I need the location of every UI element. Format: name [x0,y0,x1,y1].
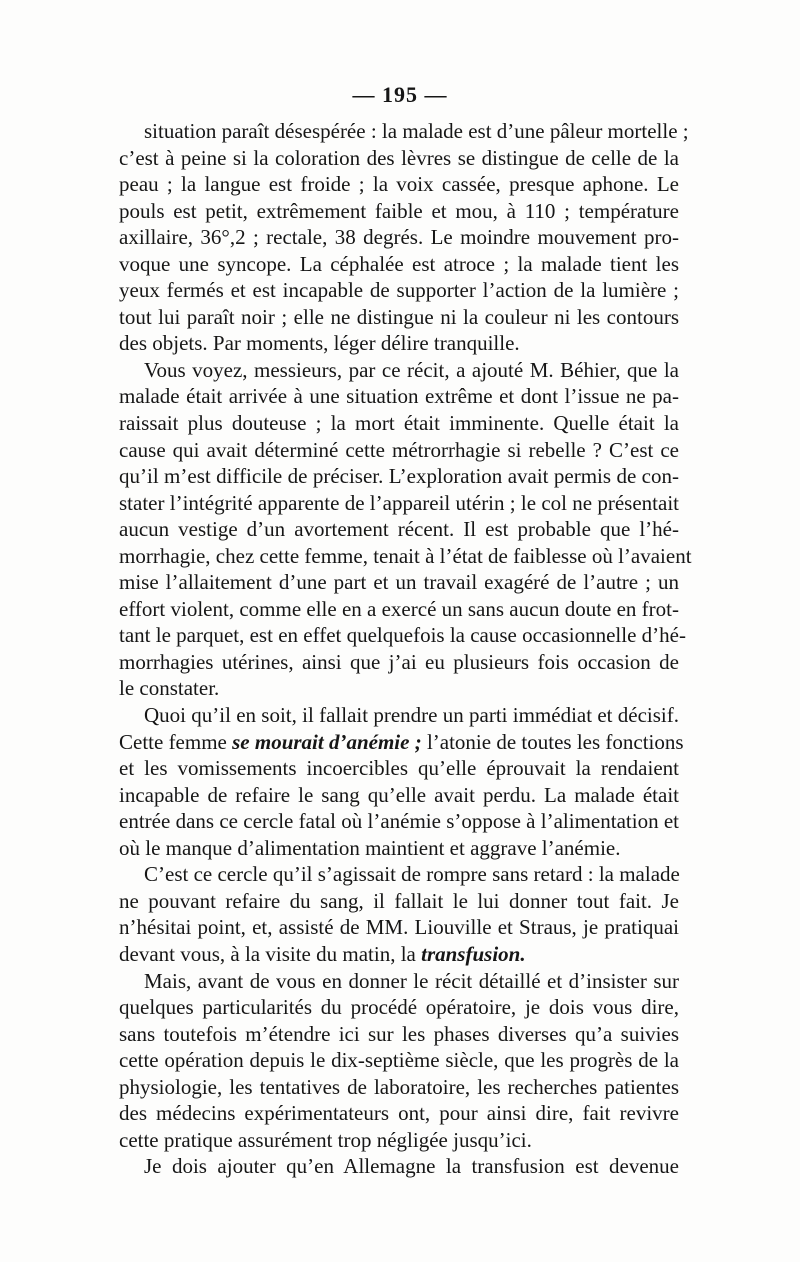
text-line: n’hésitai point, et, assisté de MM. Liouville et Straus, je pratiquai [119,915,679,940]
text-line: tout lui paraît noir ; elle ne distingue ni la couleur ni les contours [119,304,679,329]
text-line: incapable de refaire le sang qu’elle avait perdu. La malade était [119,782,679,807]
text-line: qu’il m’est difficile de préciser. L’exploration avait permis de con- [119,464,679,489]
text-line: cause qui avait déterminé cette métrorrhagie si rebelle ? C’est ce [119,437,679,462]
text-line: physiologie, les tentatives de laboratoire, les recherches patientes [119,1074,679,1099]
text-line: sans toutefois m’étendre ici sur les phases diverses qu’a suivies [119,1021,679,1046]
text-line: quelques particularités du procédé opératoire, je dois vous dire, [119,995,679,1020]
text-line: Vous voyez, messieurs, par ce récit, a ajouté M. Béhier, que la [144,357,679,382]
text-line: axillaire, 36°,2 ; rectale, 38 degrés. Le moindre mouvement pro- [119,225,679,250]
text-line: effort violent, comme elle en a exercé un sans aucun doute en frot- [119,596,679,621]
text-line: mise l’allaitement d’une part et un travail exagéré de l’autre ; un [119,570,679,595]
text-line: le constater. [119,676,220,701]
text-line: C’est ce cercle qu’il s’agissait de rompre sans retard : la malade [144,862,680,887]
text-line: peau ; la langue est froide ; la voix cassée, presque aphone. Le [119,172,679,197]
text-line: Cette femme se mourait d’anémie ; l’atonie de toutes les fonctions [119,729,684,754]
text-line: devant vous, à la visite du matin, la transfusion. [119,941,526,966]
text-line: morrhagie, chez cette femme, tenait à l’état de faiblesse où l’avaient [119,543,692,568]
page-number: — 195 — [352,82,448,107]
text-line: entrée dans ce cercle fatal où l’anémie s’oppose à l’alimentation et [119,809,679,834]
text-line: ne pouvant refaire du sang, il fallait le lui donner tout fait. Je [119,888,679,913]
text-line: Mais, avant de vous en donner le récit détaillé et d’insister sur [144,968,679,993]
text-line: malade était arrivée à une situation extrême et dont l’issue ne pa- [119,384,679,409]
text-line: cette opération depuis le dix-septième siècle, que les progrès de la [119,1048,679,1073]
italic-emphasis: transfusion. [421,941,526,966]
text-line: aucun vestige d’un avortement récent. Il est probable que l’hé- [119,517,679,542]
text-line: yeux fermés et est incapable de supporter l’action de la lumière ; [119,278,679,303]
text-line: Je dois ajouter qu’en Allemagne la transfusion est devenue [144,1154,679,1179]
text-line: morrhagies utérines, ainsi que j’ai eu plusieurs fois occasion de [119,649,679,674]
text-line: pouls est petit, extrêmement faible et mou, à 110 ; température [119,198,679,223]
text-line: tant le parquet, est en effet quelquefois la cause occasionnelle d’hé- [119,623,686,648]
text-line: des objets. Par moments, léger délire tranquille. [119,331,520,356]
text-line: situation paraît désespérée : la malade est d’une pâleur mortelle ; [144,119,689,143]
text-line: voque une syncope. La céphalée est atroce ; la malade tient les [119,251,679,276]
text-line: stater l’intégrité apparente de l’appareil utérin ; le col ne présentait [119,490,679,515]
text-line: Quoi qu’il en soit, il fallait prendre un parti immédiat et décisif. [144,703,679,728]
text-line: cette pratique assurément trop négligée jusqu’ici. [119,1127,532,1152]
text-line: raissait plus douteuse ; la mort était imminente. Quelle était la [119,411,679,436]
italic-emphasis: se mourait d’anémie ; [232,729,422,754]
text-line: et les vomissements incoercibles qu’elle éprouvait la rendaient [119,756,679,781]
body-text [119,118,692,1180]
text-line: des médecins expérimentateurs ont, pour ainsi dire, fait revivre [119,1101,679,1126]
text-line: c’est à peine si la coloration des lèvres se distingue de celle de la [119,145,679,170]
text-line: où le manque d’alimentation maintient et aggrave l’anémie. [119,835,621,860]
